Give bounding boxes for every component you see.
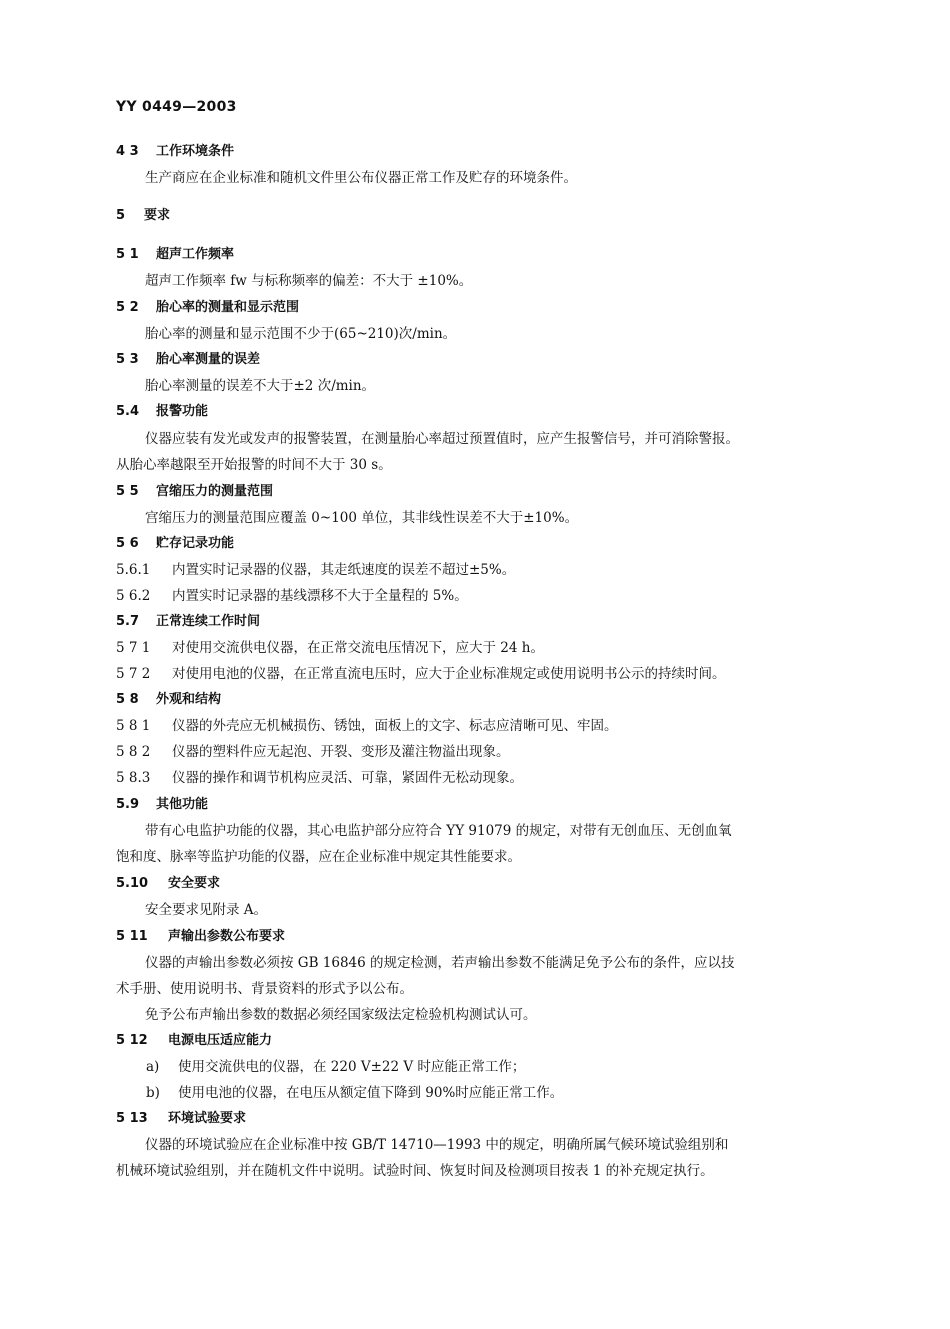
clause-5-7-2: 5 7 2 对使用电池的仪器，在正常直流电压时，应大于企业标准规定或使用说明书公示的持续时间。 xyxy=(116,666,726,682)
clause-5-6-1: 5.6.1 内置实时记录器的仪器，其走纸速度的误差不超过±5%。 xyxy=(116,562,516,578)
paragraph: 超声工作频率 fw 与标称频率的偏差：不大于 ±10%。 xyxy=(145,273,473,289)
list-item-a: a) 使用交流供电的仪器，在 220 V±22 V 时应能正常工作； xyxy=(146,1059,526,1075)
paragraph: 胎心率测量的误差不大于±2 次/min。 xyxy=(145,378,376,394)
paragraph-continuation: 机械环境试验组别，并在随机文件中说明。试验时间、恢复时间及检测项目按表 1 的补充规定执行。 xyxy=(116,1163,714,1179)
clause-5-8-3: 5 8.3 仪器的操作和调节机构应灵活、可靠，紧固件无松动现象。 xyxy=(116,770,523,786)
section-heading-5: 5 要求 xyxy=(116,208,171,223)
paragraph-continuation: 饱和度、脉率等监护功能的仪器，应在企业标准中规定其性能要求。 xyxy=(116,849,521,865)
section-heading-5-6: 5 6 贮存记录功能 xyxy=(116,536,235,551)
clause-5-6-2: 5 6.2 内置实时记录器的基线漂移不大于全量程的 5%。 xyxy=(116,588,468,604)
standard-number: YY 0449—2003 xyxy=(116,99,237,115)
paragraph: 胎心率的测量和显示范围不少于(65~210)次/min。 xyxy=(145,326,457,342)
paragraph: 仪器的环境试验应在企业标准中按 GB/T 14710—1993 中的规定，明确所属气候环境试验组别和 xyxy=(145,1137,729,1153)
paragraph: 生产商应在企业标准和随机文件里公布仪器正常工作及贮存的环境条件。 xyxy=(145,170,577,186)
paragraph-continuation: 术手册、使用说明书、背景资料的形式予以公布。 xyxy=(116,981,413,997)
section-heading-5-5: 5 5 宫缩压力的测量范围 xyxy=(116,484,274,499)
section-heading-5-4: 5.4 报警功能 xyxy=(116,404,209,419)
clause-5-8-1: 5 8 1 仪器的外壳应无机械损伤、锈蚀，面板上的文字、标志应清晰可见、牢固。 xyxy=(116,718,618,734)
clause-5-7-1: 5 7 1 对使用交流供电仪器，在正常交流电压情况下，应大于 24 h。 xyxy=(116,640,544,656)
section-heading-4-3: 4 3 工作环境条件 xyxy=(116,144,235,159)
paragraph: 带有心电监护功能的仪器，其心电监护部分应符合 YY 91079 的规定，对带有无创血压、无创血氧 xyxy=(145,823,732,839)
section-heading-5-1: 5 1 超声工作频率 xyxy=(116,247,235,262)
paragraph: 免予公布声输出参数的数据必须经国家级法定检验机构测试认可。 xyxy=(145,1007,537,1023)
clause-5-8-2: 5 8 2 仪器的塑料件应无起泡、开裂、变形及灌注物溢出现象。 xyxy=(116,744,510,760)
paragraph-continuation: 从胎心率越限至开始报警的时间不大于 30 s。 xyxy=(116,457,392,473)
section-heading-5-2: 5 2 胎心率的测量和显示范围 xyxy=(116,300,300,315)
section-heading-5-12: 5 12 电源电压适应能力 xyxy=(116,1033,273,1048)
section-heading-5-3: 5 3 胎心率测量的误差 xyxy=(116,352,261,367)
section-heading-5-9: 5.9 其他功能 xyxy=(116,797,209,812)
section-heading-5-8: 5 8 外观和结构 xyxy=(116,692,222,707)
paragraph: 仪器应装有发光或发声的报警装置，在测量胎心率超过预置值时，应产生报警信号，并可消除警报。 xyxy=(145,431,739,447)
paragraph: 安全要求见附录 A。 xyxy=(145,902,268,918)
section-heading-5-11: 5 11 声输出参数公布要求 xyxy=(116,929,286,944)
section-heading-5-10: 5.10 安全要求 xyxy=(116,876,221,891)
section-heading-5-7: 5.7 正常连续工作时间 xyxy=(116,614,261,629)
paragraph: 宫缩压力的测量范围应覆盖 0~100 单位，其非线性误差不大于±10%。 xyxy=(145,510,579,526)
paragraph: 仪器的声输出参数必须按 GB 16846 的规定检测，若声输出参数不能满足免予公布的条件，应以技 xyxy=(145,955,735,971)
list-item-b: b) 使用电池的仪器，在电压从额定值下降到 90%时应能正常工作。 xyxy=(146,1085,564,1101)
section-heading-5-13: 5 13 环境试验要求 xyxy=(116,1111,247,1126)
